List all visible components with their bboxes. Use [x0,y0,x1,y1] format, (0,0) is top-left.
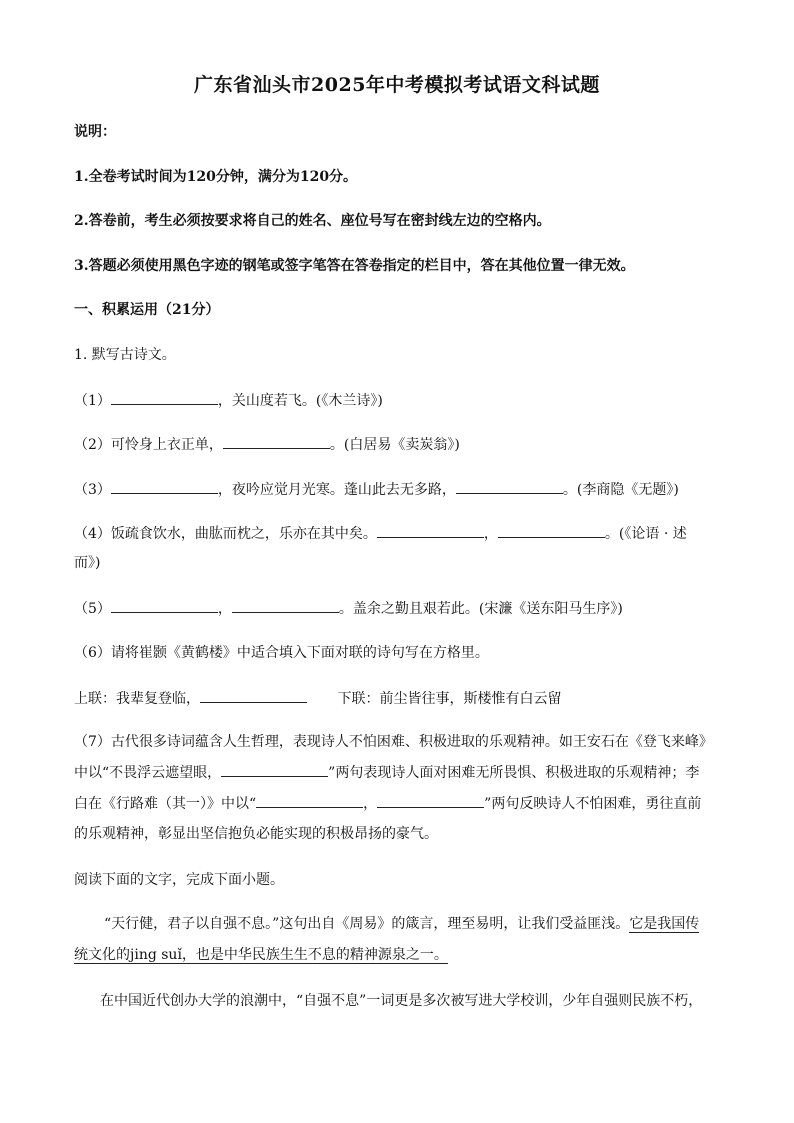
couplet-upper: 上联：我辈复登临， [74,691,200,707]
instruction-item-3: 3.答题必须使用黑色字迹的钢笔或签字笔答在答卷指定的栏目中，答在其他位置一律无效。 [74,258,635,274]
poem-text: 白在《行路难（其一）》中以“ [74,796,257,812]
poem-text: 。(李商隐《无题》) [562,482,679,498]
part-number: （3） [74,482,111,498]
answer-blank[interactable] [232,598,339,613]
poem-text: ”两句反映诗人不怕困难，勇往直前 [484,796,702,812]
answer-blank[interactable] [377,523,484,538]
instructions-heading: 说明： [74,124,116,140]
answer-blank[interactable] [223,434,330,449]
question-1-part-7-line-2 [74,762,699,783]
answer-blank[interactable] [111,479,218,494]
poem-text: ，关山度若飞。(《木兰诗》) [217,393,383,409]
poem-text: ， [217,601,232,617]
underlined-text: 它是我国传 [629,916,700,932]
poem-text: 。(白居易《卖炭翁》) [329,437,460,453]
question-1-part-7-line-1: （7）古代很多诗词蕴含人生哲理，表现诗人不怕困难、积极进取的乐观精神。如王安石在《登飞来峰》 [74,734,713,750]
poem-text: （4）饭疏食饮水，曲肱而枕之，乐亦在其中矣。 [74,526,377,542]
answer-blank[interactable] [256,793,363,808]
reading-prompt: 阅读下面的文字，完成下面小题。 [74,872,284,888]
answer-blank[interactable] [111,598,218,613]
couplet-row [74,688,561,709]
question-1-part-3 [74,479,679,500]
poem-text: 。(《论语 · 述 [604,526,687,542]
reading-paragraph-2-line-1: 在中国近代创办大学的浪潮中，“自强不息”一词更是多次被写进大学校训，少年自强则民族不朽， [100,993,703,1009]
answer-blank[interactable] [200,688,307,703]
passage-text: “天行健，君子以自强不息。”这句出自《周易》的箴言，理至易明，让我们受益匪浅。 [104,916,630,932]
section-heading: 一、积累运用（21分） [74,302,220,318]
poem-text: ”两句表现诗人面对困难无所畏惧、积极进取的乐观精神；李 [328,765,700,781]
underlined-text: 统文化的jing suǐ，也是中华民族生生不息的精神源泉之一。 [74,947,448,963]
question-1-part-4 [74,523,687,544]
part-number: （1） [74,393,111,409]
answer-blank[interactable] [377,793,484,808]
poem-text: 。盖余之勤且艰若此。(宋濂《送东阳马生序》) [338,601,623,617]
question-1-part-7-line-4: 的乐观精神，彰显出坚信抱负必能实现的积极昂扬的豪气。 [74,826,438,842]
question-1-part-4-continued: 而》) [74,555,101,571]
question-1-part-6: （6）请将崔颢《黄鹤楼》中适合填入下面对联的诗句写在方格里。 [74,645,489,661]
answer-blank[interactable] [221,762,328,777]
question-1-part-1 [74,390,383,411]
question-1-stem: 1. 默写古诗文。 [74,347,176,363]
question-1-part-7-line-3 [74,793,701,814]
question-1-part-5 [74,598,623,619]
poem-text: （2）可怜身上衣正单， [74,437,223,453]
poem-text: ， [363,796,378,812]
reading-paragraph-1-line-2 [74,945,448,965]
instruction-item-1: 1.全卷考试时间为120分钟，满分为120分。 [74,169,358,185]
question-1-part-2 [74,434,460,455]
page-title: 广东省汕头市2025年中考模拟考试语文科试题 [194,74,600,96]
answer-blank[interactable] [456,479,563,494]
instruction-item-2: 2.答卷前，考生必须按要求将自己的姓名、座位号写在密封线左边的空格内。 [74,213,551,229]
couplet-lower: 下联：前尘皆往事，斯楼惟有白云留 [337,691,562,707]
answer-blank[interactable] [111,390,218,405]
reading-paragraph-1-line-1 [104,914,699,934]
poem-text: 中以“不畏浮云遮望眼， [74,765,222,781]
poem-text: ， [483,526,498,542]
poem-text: ，夜吟应觉月光寒。蓬山此去无多路， [217,482,456,498]
answer-blank[interactable] [498,523,605,538]
part-number: （5） [74,601,111,617]
